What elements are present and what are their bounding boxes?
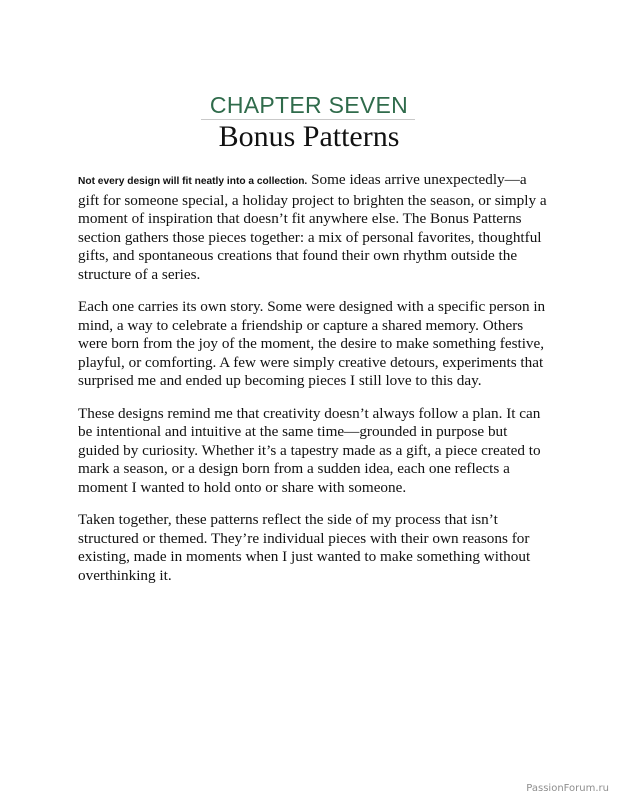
chapter-title: Bonus Patterns [218,120,400,153]
chapter-body [78,171,548,599]
site-watermark: PassionForum.ru [526,783,609,794]
paragraph-3: These designs remind me that creativity doesn’t always follow a plan. It can be intentional and intuitive at the same time—grounded in purpose but guided by curiosity. Whether it’s a tapestry made as a gift, a piece created to mark a season, or a design born from a sudden idea, each one reflects a moment I wanted to hold onto or share with someone. [78,404,541,496]
paragraph-1-text: Some ideas arrive unexpectedly—a gift for someone special, a holiday project to brighten the season, or simply a moment of inspiration that doesn’t fit anywhere else. The Bonus Patterns section gathers those pieces together: a mix of personal favorites, thoughtful gifts, and spontaneous creations that found their own rhythm outside the structure of a series. [78,171,547,283]
paragraph-1 [78,171,548,285]
lead-in-text: Not every design will fit neatly into a collection. [78,176,308,187]
paragraph-4: Taken together, these patterns reflect the side of my process that isn’t structured or themed. They’re individual pieces with their own reasons for existing, made in moments when I just wanted to make something without overthinking it. [78,511,531,584]
chapter-label: CHAPTER SEVEN [209,92,409,118]
paragraph-2: Each one carries its own story. Some were designed with a specific person in mind, a way to celebrate a friendship or capture a shared memory. Others were born from the joy of the moment, the desire to make something festive, playful, or comforting. A few were simply creative detours, experiments that surprised me and ended up becoming pieces I still love to this day. [78,298,546,390]
